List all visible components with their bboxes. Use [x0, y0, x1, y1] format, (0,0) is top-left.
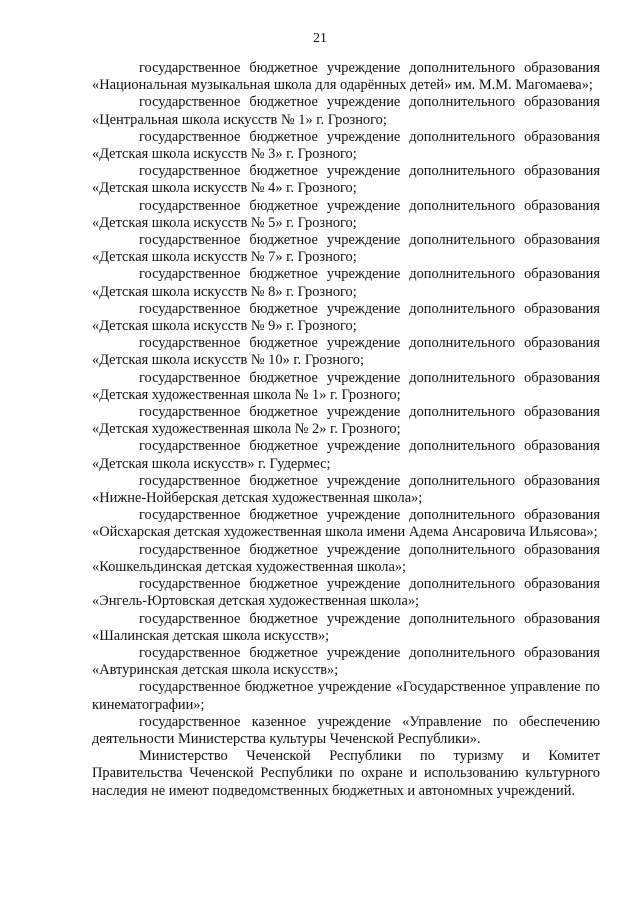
paragraph-5: государственное бюджетное учреждение дополнительного образования «Детская школа искусств № 5» г. Грозного;: [92, 197, 600, 231]
paragraph-12: государственное бюджетное учреждение дополнительного образования «Детская школа искусств» г. Гудермес;: [92, 438, 600, 472]
paragraph-9: государственное бюджетное учреждение дополнительного образования «Детская школа искусств № 10» г. Грозного;: [92, 335, 600, 369]
paragraph-6: государственное бюджетное учреждение дополнительного образования «Детская школа искусств № 7» г. Грозного;: [92, 232, 600, 266]
paragraph-18: государственное бюджетное учреждение дополнительного образования «Автуринская детская школа искусств»;: [92, 644, 600, 679]
paragraph-17: государственное бюджетное учреждение дополнительного образования «Шалинская детская школа искусств»;: [92, 610, 600, 644]
paragraph-8: государственное бюджетное учреждение дополнительного образования «Детская школа искусств № 9» г. Грозного;: [92, 300, 600, 335]
paragraph-2: государственное бюджетное учреждение дополнительного образования «Центральная школа искусств № 1» г. Грозного;: [92, 94, 600, 128]
paragraph-4: государственное бюджетное учреждение дополнительного образования «Детская школа искусств № 4» г. Грозного;: [92, 163, 600, 197]
document-body: [92, 60, 600, 800]
paragraph-15: государственное бюджетное учреждение дополнительного образования «Кошкельдинская детская художественная школа»;: [92, 541, 600, 575]
paragraph-7: государственное бюджетное учреждение дополнительного образования «Детская школа искусств № 8» г. Грозного;: [92, 266, 600, 300]
paragraph-21: Министерство Чеченской Республики по туризму и Комитет Правительства Чеченской Республики по охране и использованию культурного наследия не имеют подведомственных бюджетных и автономных учреждений.: [92, 748, 600, 799]
paragraph-1: государственное бюджетное учреждение дополнительного образования «Национальная музыкальная школа для одарённых детей» им. М.М. Магомаева»;: [92, 60, 600, 94]
paragraph-16: государственное бюджетное учреждение дополнительного образования «Энгель-Юртовская детская художественная школа»;: [92, 576, 600, 610]
paragraph-19: государственное бюджетное учреждение «Государственное управление по кинематографии»;: [92, 679, 600, 713]
paragraph-11: государственное бюджетное учреждение дополнительного образования «Детская художественная школа № 2» г. Грозного;: [92, 404, 600, 438]
paragraph-20: государственное казенное учреждение «Управление по обеспечению деятельности Министерства культуры Чеченской Республики».: [92, 713, 600, 747]
paragraph-14: государственное бюджетное учреждение дополнительного образования «Ойсхарская детская художественная школа имени Адема Ансаровича Ильясова»;: [92, 507, 600, 541]
page-number: 21: [313, 31, 327, 46]
paragraph-3: государственное бюджетное учреждение дополнительного образования «Детская школа искусств № 3» г. Грозного;: [92, 128, 600, 163]
paragraph-10: государственное бюджетное учреждение дополнительного образования «Детская художественная школа № 1» г. Грозного;: [92, 369, 600, 403]
paragraph-13: государственное бюджетное учреждение дополнительного образования «Нижне-Нойберская детская художественная школа»;: [92, 472, 600, 507]
